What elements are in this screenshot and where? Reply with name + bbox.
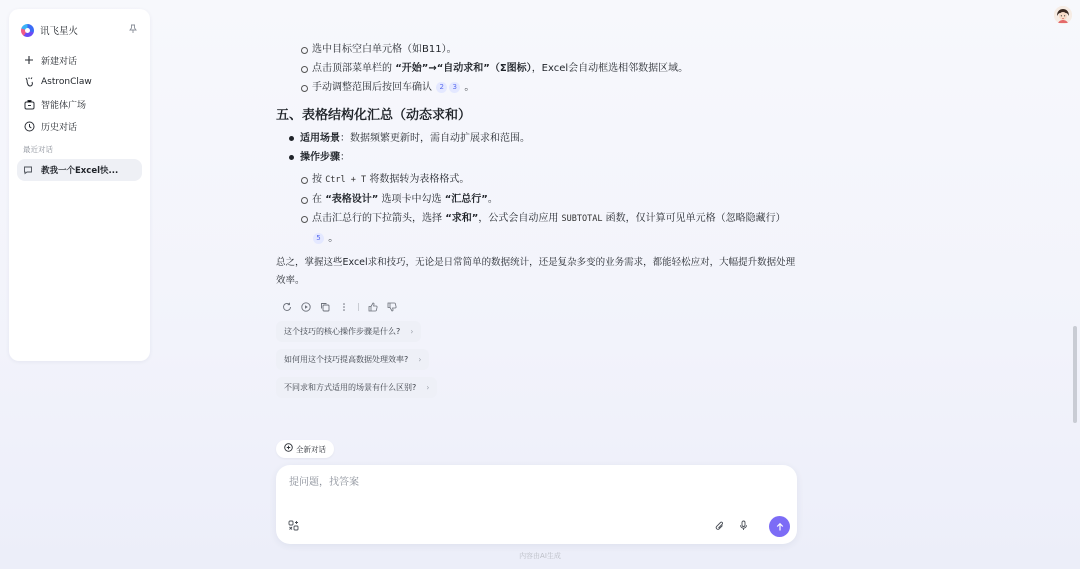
sidebar-item-agent-square[interactable] [17, 93, 142, 115]
new-chat-button[interactable] [276, 440, 334, 458]
list-item: 在 “表格设计” 选项卡中勾选 “汇总行”。 [276, 190, 798, 209]
microphone-icon[interactable] [739, 520, 748, 534]
avatar[interactable] [1054, 6, 1072, 24]
answer-content [276, 40, 798, 398]
chat-input[interactable] [289, 473, 769, 491]
recent-chat-label: 教我一个Excel快... [41, 166, 119, 176]
attachment-icon[interactable] [715, 521, 725, 535]
suggested-question[interactable]: 不同求和方式适用的场景有什么区别? › [276, 377, 437, 398]
list-item: 适用场景：数据频繁更新时，需自动扩展求和范围。 [276, 129, 798, 148]
sidebar-nav [17, 49, 142, 137]
recent-label: 最近对话 [23, 145, 53, 154]
function-code: SUBTOTAL [561, 214, 603, 224]
arrow-up-icon [775, 522, 785, 532]
section5-list [276, 129, 798, 167]
section4-step-list [276, 40, 798, 97]
list-item: 点击汇总行的下拉箭头，选择 “求和”，公式会自动应用 SUBTOTAL 函数，仅计算可见单元格（忽略隐藏行） 5 。 [276, 209, 798, 248]
suggested-question[interactable]: 这个技巧的核心操作步骤是什么? › [276, 321, 421, 342]
shortcut-code: Ctrl + T [325, 175, 367, 185]
suggested-question[interactable]: 如何用这个技巧提高数据处理效率? › [276, 349, 429, 370]
sidebar-item-label: AstronClaw [41, 77, 92, 87]
divider [358, 303, 359, 311]
history-icon [23, 120, 35, 132]
brand[interactable] [21, 19, 142, 41]
chevron-right-icon: › [418, 355, 422, 364]
agent-square-icon [23, 98, 35, 110]
chat-bubble-icon [23, 165, 33, 175]
section-heading: 五、表格结构化汇总（动态求和） [276, 108, 472, 123]
citation-badge[interactable]: 2 [436, 82, 447, 93]
sidebar-item-label: 智能体广场 [41, 100, 87, 111]
more-icon[interactable] [339, 302, 349, 312]
sidebar-item-astronclaw[interactable] [17, 71, 142, 93]
pin-icon[interactable] [128, 24, 138, 37]
citation-badge[interactable]: 3 [449, 82, 460, 93]
chevron-right-icon: › [410, 327, 414, 336]
list-item: 选中目标空白单元格（如B11）。 [276, 40, 798, 59]
list-item: 手动调整范围后按回车确认 2 3 。 [276, 78, 798, 97]
sidebar-item-history[interactable] [17, 115, 142, 137]
skills-icon[interactable] [288, 520, 299, 534]
citation-badge[interactable]: 5 [313, 233, 324, 244]
brand-name: 讯飞星火 [40, 26, 79, 37]
play-audio-icon[interactable] [301, 302, 311, 312]
claw-icon [23, 76, 35, 88]
thumbs-up-icon[interactable] [368, 302, 378, 312]
list-item: 操作步骤： [276, 148, 798, 167]
message-actions [282, 300, 798, 314]
sidebar-item-label: 历史对话 [41, 122, 78, 133]
list-item: 点击顶部菜单栏的 “开始”→“自动求和”（Σ图标），Excel会自动框选相邻数据区域。 [276, 59, 798, 78]
sidebar-item-label: 新建对话 [41, 56, 78, 67]
chat-input-box [276, 465, 797, 544]
section5-step-list [276, 170, 798, 248]
regenerate-icon[interactable] [282, 302, 292, 312]
new-chat-icon [284, 443, 293, 455]
scrollbar[interactable] [1073, 326, 1077, 423]
summary-paragraph: 总之，掌握这些Excel求和技巧，无论是日常简单的数据统计，还是复杂多变的业务需求，都能轻松应对，大幅提升数据处理效率。 [276, 257, 796, 286]
list-item: 按 Ctrl + T 将数据转为表格格式。 [276, 170, 798, 190]
sidebar [9, 9, 150, 361]
sidebar-item-new-chat[interactable] [17, 49, 142, 71]
ai-disclaimer: 内容由AI生成 [519, 552, 561, 560]
new-chat-label: 全新对话 [296, 444, 326, 454]
copy-icon[interactable] [320, 302, 330, 312]
plus-icon [23, 54, 35, 66]
thumbs-down-icon[interactable] [387, 302, 397, 312]
chevron-right-icon: › [426, 383, 430, 392]
recent-chat-item[interactable] [17, 159, 142, 181]
send-button[interactable] [769, 516, 790, 537]
spark-logo-icon [21, 24, 34, 37]
